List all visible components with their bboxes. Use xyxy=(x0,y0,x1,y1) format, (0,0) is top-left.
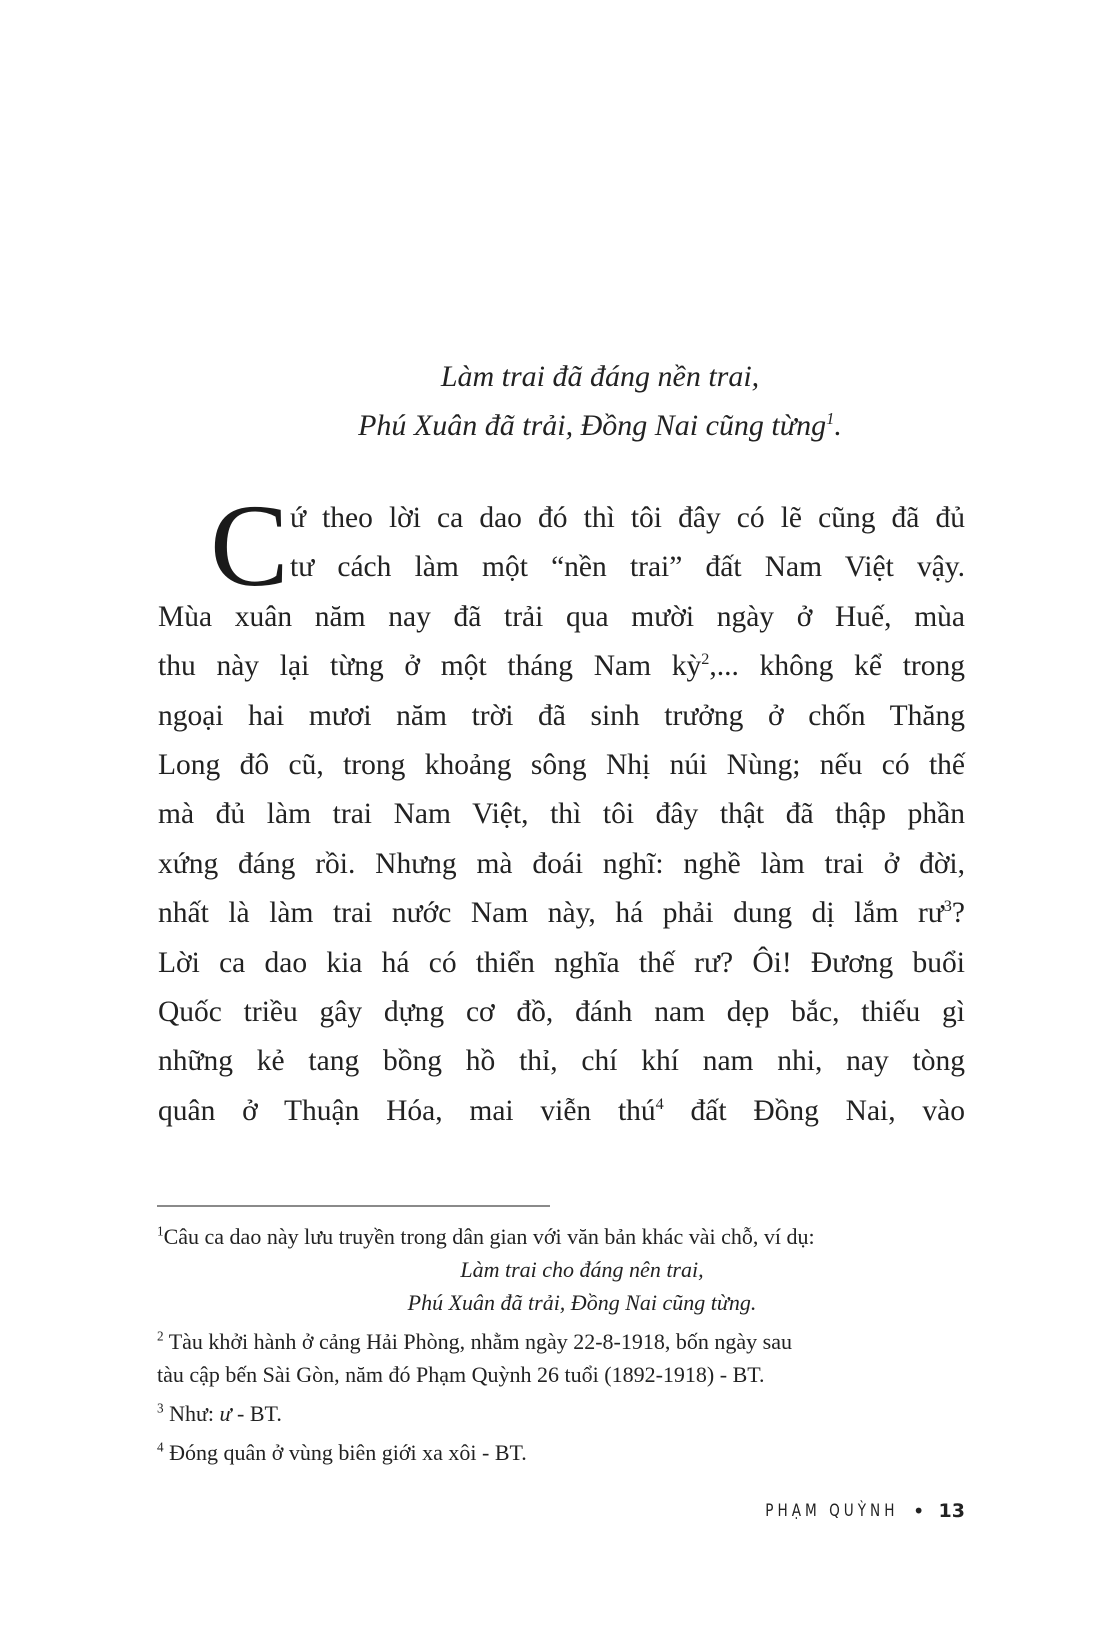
footnote-3: $^3$ Như: ư - BT. xyxy=(157,1400,282,1426)
footnote-number: 1 xyxy=(157,1223,164,1239)
page-number: 13 xyxy=(938,1500,965,1522)
footnote-text: Đóng quân ở vùng biên giới xa xôi - BT. xyxy=(169,1440,527,1465)
footnote-2 xyxy=(157,1325,967,1391)
footnote-number: 4 xyxy=(157,1439,164,1455)
footnote-text: Tàu khởi hành ở cảng Hải Phòng, nhằm ngày 22-8-1918, bốn ngày sau xyxy=(168,1329,792,1354)
body-line: Lời ca dao kia há có thiển nghĩa thế rư? Ôi! Đương buổi xyxy=(158,946,965,979)
footnote-ref-1[interactable]: 1 xyxy=(826,409,835,428)
drop-cap: C xyxy=(210,480,289,611)
footnote-text: Câu ca dao này lưu truyền trong dân gian với văn bản khác vài chỗ, ví dụ: xyxy=(163,1224,815,1249)
footnote-ref-2[interactable]: 2 xyxy=(701,650,710,669)
body-line: ứ theo lời ca dao đó thì tôi đây có lẽ cũng đã đủ xyxy=(290,502,965,534)
running-footer xyxy=(732,1500,965,1522)
footnote-number: 2 xyxy=(157,1328,164,1344)
body-line: thu này lại từng ở một tháng Nam kỳ$^2$,... không kể trong xyxy=(158,650,965,683)
footnote-1 xyxy=(157,1220,967,1319)
body-line: xứng đáng rồi. Nhưng mà đoái nghĩ: nghề làm trai ở đời, xyxy=(158,847,965,880)
body-line: tư cách làm một “nền trai” đất Nam Việt vậy. xyxy=(290,551,965,584)
author-name: PHẠM QUỲNH xyxy=(765,1501,899,1521)
body-line: quân ở Thuận Hóa, mai viễn thú$^4$ đất Đồng Nai, vào xyxy=(158,1094,965,1127)
footnote-ref-3[interactable]: 3 xyxy=(943,897,952,916)
footnote-text: tàu cập bến Sài Gòn, năm đó Phạm Quỳnh 26 tuổi (1892-1918) - BT. xyxy=(157,1362,765,1387)
epigraph-verse xyxy=(280,352,920,450)
footnote-verse-line: Phú Xuân đã trải, Đồng Nai cũng từng. xyxy=(407,1290,757,1315)
body-line: Long đô cũ, trong khoảng sông Nhị núi Nùng; nếu có thế xyxy=(158,748,965,781)
footnote-number: 3 xyxy=(157,1400,164,1416)
footnote-divider xyxy=(157,1205,550,1207)
body-line: nhất là làm trai nước Nam này, há phải dung dị lắm $rư^3$? xyxy=(158,897,965,930)
footnote-ref-4[interactable]: 4 xyxy=(655,1094,664,1113)
epigraph-line-1: Làm trai đã đáng nền trai, xyxy=(440,360,760,393)
body-line: ngoại hai mươi năm trời đã sinh trưởng ở chốn Thăng xyxy=(158,699,965,732)
bullet-separator-icon: • xyxy=(912,1499,925,1523)
epigraph-line-2: Phú Xuân đã trải, Đồng Nai cũng từng$^1$. xyxy=(358,409,842,442)
body-paragraph xyxy=(158,480,965,1136)
body-line: mà đủ làm trai Nam Việt, thì tôi đây thật đã thập phần xyxy=(158,798,965,831)
footnotes xyxy=(157,1220,967,1469)
body-line: Mùa xuân năm nay đã trải qua mười ngày ở Huế, mùa xyxy=(158,600,965,633)
body-line: những kẻ tang bồng hồ thỉ, chí khí nam nhi, nay tòng xyxy=(158,1045,965,1078)
body-line: Quốc triều gây dựng cơ đồ, đánh nam dẹp bắc, thiếu gì xyxy=(158,995,965,1028)
footnote-4 xyxy=(157,1436,967,1469)
footnote-verse-line: Làm trai cho đáng nên trai, xyxy=(460,1257,704,1282)
